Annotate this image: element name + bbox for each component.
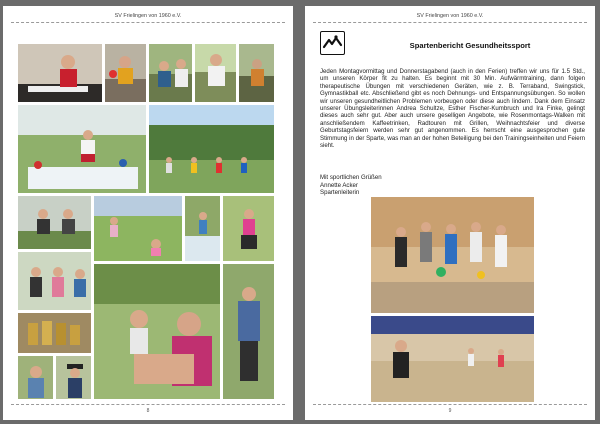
photo-row-runners xyxy=(148,104,275,194)
report-paragraph: Jeden Montagvormittag und Donnerstagabend (auch in den Ferien) treffen wir uns für 1.5 Std., um unseren Körper fit zu halten. Es beginnt mit 30 Min. Aufwärmtraining, dann folgen therapeutische Übungen mit verschiedenen Geräten, wie z. B. Terraband, Swingstick, Gymnastikball etc. Abschließend gibt es noch Dehnungs- und Entspannungsübungen. So wollen wir unseren gesundheitlichen Problemen vorbeugen oder diese auch lindern. Dank dem Einsatz unserer Übungsleiterinnen Andrea Schultze, Esther Fischer-Kumbruch und Ira Finke, gelingt dieses auch sehr gut. Aber auch unsere geselligen Angebote, wie Rosenmontags-Walken mit anschließendem Kaffeetrinken, Radtouren mit Grillen, Weihnachtsfeier und diverse Geburtstagsfeiern werden sehr gut angenommen. Es herrscht eine ausgesprochen gute Stimmung in der Sparte, was man an der hohen Beteiligung bei den Trainingseinheiten und Feiern sieht. xyxy=(320,68,585,150)
photo-woman-child xyxy=(222,263,275,400)
photo-bucket-game xyxy=(222,195,275,262)
header-rule xyxy=(11,22,285,23)
signer-role: Spartenleiterin xyxy=(320,189,360,197)
right-page xyxy=(305,6,595,420)
photo-outdoor-crowd-2 xyxy=(238,43,275,103)
section-title: Spartenbericht Gesundheitssport xyxy=(409,41,531,50)
photo-outdoor-crowd xyxy=(194,43,237,103)
photo-gym-exercise xyxy=(370,315,535,403)
page-header: SV Frielingen von 1960 e.V. xyxy=(114,13,182,19)
greeting: Mit sportlichen Grüßen xyxy=(320,174,382,181)
photo-keyboard-player xyxy=(17,43,103,103)
sv-logo-icon xyxy=(320,31,345,55)
photo-pool-game xyxy=(17,104,147,194)
photo-group-gym xyxy=(370,196,535,314)
page-number: 9 xyxy=(448,408,452,414)
photo-bottles xyxy=(17,312,92,354)
photo-baby-hug xyxy=(93,263,221,400)
footer-rule xyxy=(11,404,285,405)
page-header: SV Frielingen von 1960 e.V. xyxy=(416,13,484,19)
photo-children-game xyxy=(93,195,183,262)
photo-boy-cap xyxy=(55,355,92,400)
signature-block xyxy=(320,174,480,197)
photo-tent-guests xyxy=(148,43,193,103)
photo-grandpa xyxy=(17,355,54,400)
photo-slip-slide xyxy=(184,195,221,262)
left-page xyxy=(3,6,293,420)
page-number: 8 xyxy=(146,408,150,414)
photo-garden-party xyxy=(17,251,92,311)
photo-group-dancers xyxy=(104,43,147,103)
footer-rule xyxy=(313,404,587,405)
header-rule xyxy=(313,22,587,23)
signer-name: Annette Acker xyxy=(320,181,358,189)
photo-tent-pair xyxy=(17,195,92,250)
